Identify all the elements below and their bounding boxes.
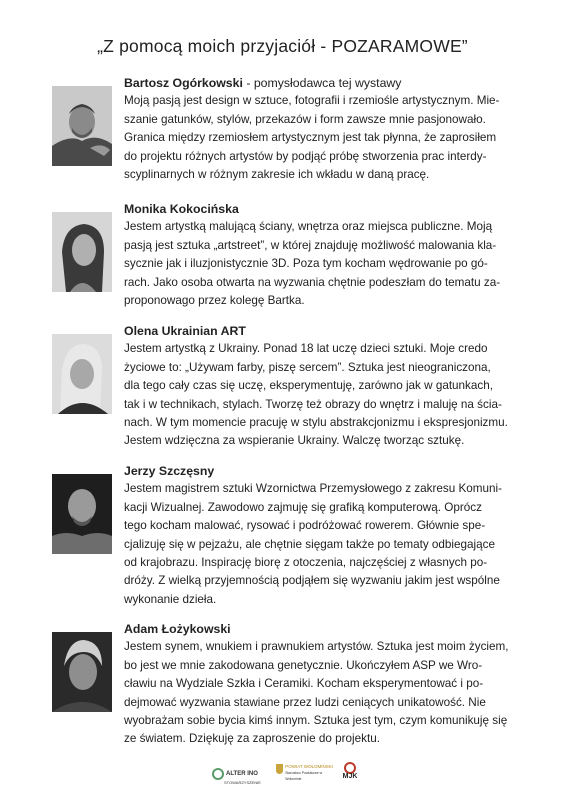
crest-icon <box>276 764 283 774</box>
bio-line: dejmować wyzwania stawiane przez ludzi ceniących unikatowość. Nie <box>124 695 486 709</box>
bio-line: kacji Wizualnej. Zawodowo zajmuję się grafiką komputerową. Oprócz <box>124 500 482 514</box>
bio-line: proponowago przez kolegę Bartka. <box>124 294 305 308</box>
bio-line: szanie gatunków, stylów, przekazów i form zawsze mnie pasjonowało. <box>124 112 486 126</box>
artist-photo <box>52 632 112 712</box>
artist-name: Bartosz Ogórkowski <box>124 76 243 90</box>
artist-name: Adam Łożykowski <box>124 622 231 636</box>
bio-line: cjalizuję się w pejzażu, ale chętnie sięgam także po tematy odbiegające <box>124 537 495 551</box>
bio-line: tego kocham malować, rysować i podróżować rowerem. Głównie spe- <box>124 519 486 533</box>
page-title: „Z pomocą moich przyjaciół - POZARAMOWE” <box>97 36 468 56</box>
bio-line: pasją jest sztuka „artstreet”, w której znajduję możliwość malowania kla- <box>124 238 497 252</box>
bio-line: rach. Jako osoba otwarta na wyzwania chętnie podeszłam do tematu za- <box>124 275 501 289</box>
footer-logos <box>200 762 400 792</box>
artist-name: Olena Ukrainian ART <box>124 324 246 338</box>
alter-ino-logo <box>212 768 260 786</box>
artist-bio <box>124 92 522 184</box>
logo-label: MJK <box>342 773 358 780</box>
bio-line: cławiu na Wydziale Szkła i Ceramiki. Kocham eksperymentować i po- <box>124 677 484 691</box>
artist-photo <box>52 334 112 414</box>
artist-name: Jerzy Szczęsny <box>124 464 215 478</box>
bio-line: wyobrażam sobie bycia kimś innym. Sztuka jest tym, czym komunikuję się <box>124 714 508 728</box>
artist-bio <box>124 340 522 450</box>
bio-line: Granica między rzemiosłem artystycznym jest tak płynna, że zaprosiłem <box>124 131 497 145</box>
logo-sublabel: STOWARZYSZENIE <box>224 780 261 785</box>
bio-line: życiowe to: „Używam farby, piszę sercem”. Sztuka jest nieograniczona, <box>124 360 491 374</box>
artist-role: - pomysłodawca tej wystawy <box>242 76 402 90</box>
bio-line: od krajobrazu. Inspirację biorę z otoczenia, najczęściej z własnych po- <box>124 556 488 570</box>
bio-line: ze światem. Dziękuję za zaproszenie do projektu. <box>124 732 380 746</box>
bio-line: sycznie jak i iluzjonistycznie 3D. Poza tym kocham wędrowanie po gó- <box>124 257 488 271</box>
bio-line: bo jest we mnie zakodowana genetycznie. Ukończyłem ASP we Wro- <box>124 658 483 672</box>
bio-line: Jestem magistrem sztuki Wzornictwa Przemysłowego z zakresu Komuni- <box>124 482 503 496</box>
artist-photo <box>52 474 112 554</box>
bio-line: tak i w technikach, stylach. Tworzę też obrazy do wnętrz i maluję na ścia- <box>124 397 502 411</box>
circle-icon <box>212 768 224 780</box>
artist-name: Monika Kokocińska <box>124 202 239 216</box>
bio-line: Jestem synem, wnukiem i prawnukiem artystów. Sztuka jest moim życiem, <box>124 640 509 654</box>
logo-label: POWIAT WOŁOMIŃSKI <box>285 764 334 769</box>
logo-sublabel: Starostwo Powiatowe w Wołominie <box>285 771 323 781</box>
artist-photo <box>52 212 112 292</box>
powiat-logo <box>276 764 334 782</box>
artist-bio <box>124 218 522 310</box>
artist-bio <box>124 638 522 748</box>
bio-line: dla tego cały czas się uczę, eksperymentuję, zarówno jak w gatunkach, <box>124 379 493 393</box>
bio-line: dróży. Z wielką przyjemnością podjąłem się wyzwaniu jakim jest wspólne <box>124 574 500 588</box>
bio-line: Jestem artystką malującą ściany, wnętrza oraz miejsca publiczne. Moją <box>124 220 493 234</box>
bio-line: scyplinarnych w różnym zakresie ich wkładu w daną pracę. <box>124 168 430 182</box>
logo-label: ALTER INO <box>226 771 258 777</box>
artist-photo <box>52 86 112 166</box>
bio-line: Jestem artystką z Ukrainy. Ponad 18 lat uczę dzieci sztuki. Moje credo <box>124 342 488 356</box>
bio-line: Jestem wdzięczna za wspieranie Ukrainy. Walczę tworząc sztukę. <box>124 434 465 448</box>
artist-bio <box>124 480 522 609</box>
bio-line: Moją pasją jest design w sztuce, fotografii i rzemiośle artystycznym. Mie- <box>124 94 500 108</box>
mjk-logo <box>338 762 362 780</box>
bio-line: nach. W tym momencie pracuję w stylu abstrakcjonizmu i ekspresjonizmu. <box>124 416 508 430</box>
bio-line: wykonanie dzieła. <box>124 592 217 606</box>
bio-line: do projektu różnych artystów by podjąć próbę stworzenia prac interdy- <box>124 149 487 163</box>
